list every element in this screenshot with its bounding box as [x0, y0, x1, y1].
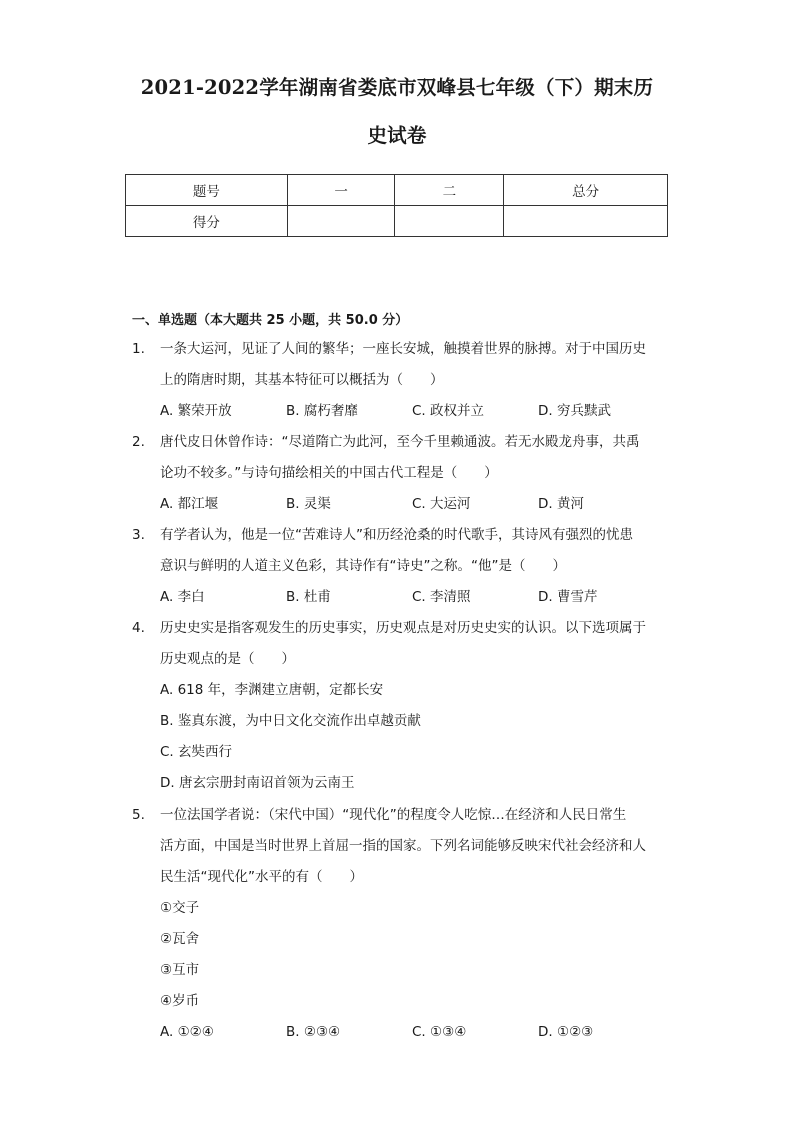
question-text-line: 唐代皮日休曾作诗：“尽道隋亡为此河，至今千里赖通波。若无水殿龙舟事，共禹: [160, 434, 640, 450]
score-header-cell: 题号: [126, 175, 288, 206]
option-b[interactable]: B. ②③④: [286, 1024, 341, 1040]
option-c[interactable]: C. 政权并立: [412, 403, 485, 419]
option-a[interactable]: A. 李白: [160, 589, 205, 605]
answer-options: [160, 1017, 672, 1048]
option-d[interactable]: D. ①②③: [538, 1024, 594, 1040]
option-c[interactable]: C. 玄奘西行: [160, 744, 233, 760]
question-number: 4.: [132, 620, 145, 636]
answer-options: [160, 489, 672, 520]
score-table-header-row: [126, 175, 668, 206]
question-text-line: 有学者认为，他是一位“苦难诗人”和历经沧桑的时代歌手，其诗风有强烈的忧患: [160, 527, 633, 543]
score-table: [125, 174, 668, 237]
statement-item: ②瓦舍: [160, 931, 200, 947]
question-number: 1.: [132, 341, 145, 357]
question-text-line: 活方面，中国是当时世界上首屈一指的国家。下列名词能够反映宋代社会经济和人: [160, 838, 646, 854]
option-c[interactable]: C. 李清照: [412, 589, 471, 605]
option-d[interactable]: D. 穷兵黩武: [538, 403, 611, 419]
score-header-cell: 二: [395, 175, 504, 206]
question-number: 2.: [132, 434, 145, 450]
score-cell: [287, 206, 395, 237]
question-body: [160, 427, 672, 520]
option-c[interactable]: C. ①③④: [412, 1024, 467, 1040]
title-line-2: 史试卷: [367, 124, 427, 147]
score-cell: [504, 206, 668, 237]
question-body: [160, 613, 672, 799]
question-number: 3.: [132, 527, 145, 543]
score-header-cell: 总分: [504, 175, 668, 206]
option-a[interactable]: A. ①②④: [160, 1024, 214, 1040]
option-b[interactable]: B. 腐朽奢靡: [286, 403, 358, 419]
option-c[interactable]: C. 大运河: [412, 496, 471, 512]
question-text-line: 上的隋唐时期，其基本特征可以概括为（ ）: [160, 372, 444, 388]
option-d[interactable]: D. 曹雪芹: [538, 589, 598, 605]
question-text-line: 意识与鲜明的人道主义色彩，其诗作有“诗史”之称。“他”是（ ）: [160, 558, 566, 574]
question-text-line: 一位法国学者说：（宋代中国）“现代化”的程度令人吃惊…在经济和人民日常生: [160, 807, 627, 823]
option-a[interactable]: A. 都江堰: [160, 496, 219, 512]
option-a[interactable]: A. 繁荣开放: [160, 403, 232, 419]
question-text-line: 历史史实是指客观发生的历史事实，历史观点是对历史史实的认识。以下选项属于: [160, 620, 646, 636]
question-text-line: 历史观点的是（ ）: [160, 651, 295, 667]
score-table-row: [126, 206, 668, 237]
section-heading: 一、单选题（本大题共 25 小题，共 50.0 分）: [132, 313, 409, 328]
question-text-line: 论功不较多。”与诗句描绘相关的中国古代工程是（ ）: [160, 465, 498, 481]
statement-item: ③互市: [160, 962, 200, 978]
question-text-line: 民生活“现代化”水平的有（ ）: [160, 869, 363, 885]
answer-options: [160, 396, 672, 427]
answer-options: [160, 582, 672, 613]
question-number: 5.: [132, 807, 145, 823]
score-cell: [395, 206, 504, 237]
option-d[interactable]: D. 黄河: [538, 496, 584, 512]
question-text-line: 一条大运河，见证了人间的繁华；一座长安城，触摸着世界的脉搏。对于中国历史: [160, 341, 646, 357]
question-body: [160, 334, 672, 427]
option-b[interactable]: B. 杜甫: [286, 589, 331, 605]
statement-item: ④岁币: [160, 993, 200, 1009]
statement-item: ①交子: [160, 900, 200, 916]
question-body: [160, 520, 672, 613]
page-title: [60, 64, 734, 160]
title-line-1: 2021-2022学年湖南省娄底市双峰县七年级（下）期末历: [140, 76, 654, 99]
score-header-cell: 一: [287, 175, 395, 206]
score-row-label: 得分: [126, 206, 288, 237]
option-b[interactable]: B. 灵渠: [286, 496, 331, 512]
option-a[interactable]: A. 618 年，李渊建立唐朝，定都长安: [160, 682, 384, 698]
question-body: [160, 800, 672, 1048]
option-b[interactable]: B. 鉴真东渡，为中日文化交流作出卓越贡献: [160, 713, 421, 729]
option-d[interactable]: D. 唐玄宗册封南诏首领为云南王: [160, 775, 355, 791]
